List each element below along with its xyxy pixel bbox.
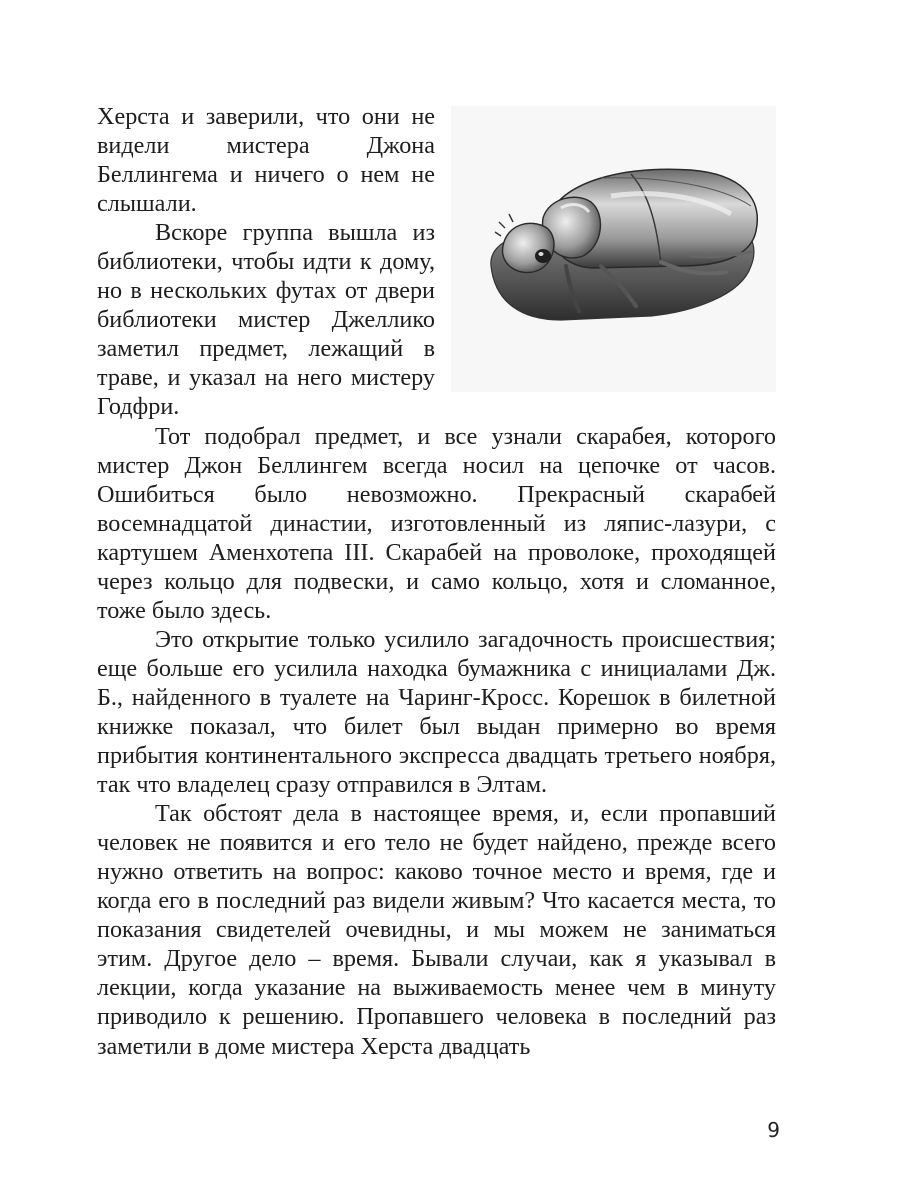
paragraph-continued: Херста и заверили, что они не видели мистера Джона Беллингема и ничего о нем не слышали.: [97, 103, 435, 218]
paragraph: Тот подобрал предмет, и все узнали скарабея, которого мистер Джон Беллингем всегда носил на цепочке от часов. Ошибиться было невозможно. Прекрасный скарабей восемнадцатой династии, изготовленный из ляпис-лазури, с картушем Аменхотепа III. Скарабей на проволоке, проходящей через кольцо для подвески, и само кольцо, хотя и сломанное, тоже было здесь.: [97, 422, 776, 624]
scarab-beetle-icon: [451, 106, 776, 392]
scarab-illustration: [451, 106, 776, 392]
paragraph: Вскоре группа вышла из библиотеки, чтобы идти к дому, но в нескольких футах от двери библиотеки мистер Джеллико заметил предмет, лежащий в траве, и указал на него мистеру Годфри.: [97, 219, 435, 421]
page-number: 9: [767, 1118, 780, 1142]
body-text: [97, 102, 776, 1061]
paragraph: Так обстоят дела в настоящее время, и, если пропавший человек не появится и его тело не будет найдено, прежде всего нужно ответить на вопрос: каково точное место и время, где и когда его в последний раз видели живым? Что касается места, то показания свидетелей очевидны, и мы можем не заниматься этим. Другое дело – время. Бывали случаи, как я указывал в лекции, когда указание на выживаемость менее чем в минуту приводило к решению. Пропавшего человека в последний раз заметили в доме мистера Херста двадцать: [97, 800, 776, 1060]
paragraph: Это открытие только усилило загадочность происшествия; еще больше его усилила находка бумажника с инициалами Дж. Б., найденного в туалете на Чаринг-Кросс. Корешок в билетной книжке показал, что билет был выдан примерно во время прибытия континентального экспресса двадцать третьего ноября, так что владелец сразу отправился в Элтам.: [97, 625, 776, 799]
